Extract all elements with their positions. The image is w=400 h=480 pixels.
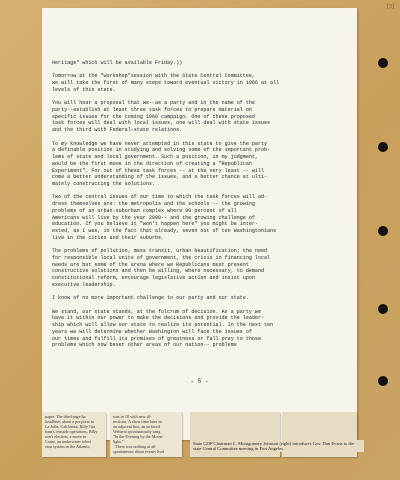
newspaper-clipping bbox=[42, 412, 106, 457]
paragraph: We stand, our state stands, at the fulcrum of decision. As a party we have it within our power to make the decisions and provide the leader- ship which will allow our state to realize its potential. In the next ten years we will determine whether Washington will face the issues of our times and fulfill its promises of greatness or fall prey to those problems which now beset other areas of our nation-- problems bbox=[52, 308, 274, 349]
punch-hole bbox=[378, 376, 388, 386]
punch-hole bbox=[378, 226, 388, 236]
paragraph: The problems of pollution, mass transit, urban beautification; the need for responsible local units of government, the crisis in financing local needs are but some of the arena where we Republicans must present constructive solutions and then be willing, where necessary, to demand constitutional reform, encourage legislative action and insist upon executive leadership. bbox=[52, 248, 271, 288]
clipping-text: paper. The third page ha headlines about a per.pixie in La Jolla, California, Billy Gra ham's crusade operations, Billy son's election, a move in Crane, an underwater televi sion system in the Atlantic, bbox=[45, 414, 98, 449]
paragraph: Heritage" which will be available Friday.)) bbox=[52, 60, 183, 66]
sheet-page-number: - 5 - bbox=[190, 378, 209, 385]
paragraph: I know of no more important challenge to our party and our state. bbox=[52, 295, 249, 302]
punch-hole bbox=[378, 142, 388, 152]
speech-text bbox=[52, 60, 349, 356]
typed-speech-page bbox=[42, 8, 357, 440]
paragraph: To my knowledge we have never attempted in this state to give the party a definable position in studying and solving some of the important prob- lems of state and local government. Such a position, in my judgment, would be the first move in the direction of creating a "Republican Experiment". For out of these task forces -- at the very least -- will come a better understanding of the issues, and a better chance at ulti- mately constructing the solutions. bbox=[52, 140, 271, 188]
photo-caption: State GOP Chairman C. Montgomery Johnson (right) introduces Gov. Dan Evans to the state Central Committee meeting in Port Angeles. bbox=[190, 440, 364, 452]
page-mark: [3] bbox=[387, 4, 394, 10]
clipping-text: was in 10 with new di- rections. A short time later in an adjacent box, an in-faced Weberst spontaneously sang "In the Evening by the Moon- light." There was nothing at all spontaneous about events lead bbox=[113, 414, 164, 454]
paragraph: You will hear a proposal that we--as a party and in the name of the party--establish at least three task forces to prepare material on specific issues for the coming 1966 campaign. One of these proposed task forces will deal with local issues, one will deal with state issues and the third with Federal-state relations. bbox=[52, 100, 271, 134]
paragraph: Two of the central issues of our time to which the task forces will ad- dress themselves are: the metropolis and the schools -- the growing problems of an urban-suburban complex where 90 percent of all Americans will live by the year 2000-- and the growing challenge of education. If you believe it "won't happen here" you might be inter- ested, as I was, in the fact that already, seven out of ten Washingtonians live in the cities and their suburbs. bbox=[52, 194, 277, 241]
punch-hole bbox=[378, 58, 388, 68]
newspaper-clipping bbox=[110, 412, 182, 457]
paragraph: Tomorrow at the "workshop"session with the State Central Committee, we will take the first of many steps toward eventual victory in 1966 at all levels of this state. bbox=[52, 73, 280, 93]
punch-hole bbox=[378, 304, 388, 314]
